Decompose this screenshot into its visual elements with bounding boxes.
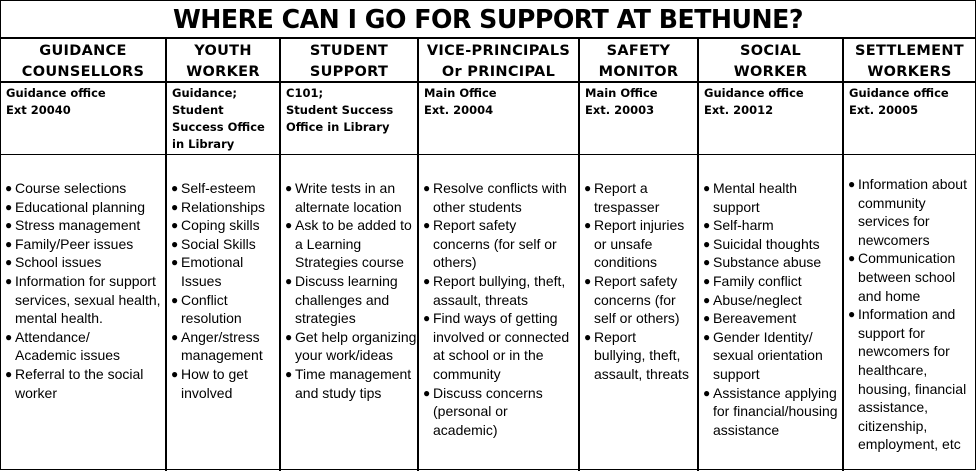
list-item xyxy=(419,309,578,383)
location-line: Main Office xyxy=(585,86,658,100)
list-item-text: Report safety xyxy=(594,272,678,289)
list-item xyxy=(699,309,842,328)
location-info xyxy=(580,83,697,155)
services-list-area xyxy=(580,179,697,471)
list-item xyxy=(699,235,842,254)
location-info xyxy=(419,83,578,155)
bullet-icon: ● xyxy=(848,177,856,191)
list-item-text: Information about xyxy=(858,176,967,192)
list-item-text: Get help organizing xyxy=(295,328,417,345)
column-safety-monitor xyxy=(580,39,699,471)
location-line: Ext. 20004 xyxy=(424,103,494,117)
list-item xyxy=(1,179,165,198)
bullet-icon: ● xyxy=(584,329,592,344)
list-item-text: services, sexual health, xyxy=(15,291,161,308)
column-header-line: YOUTH xyxy=(194,43,252,59)
list-item-text: Write tests in an xyxy=(295,180,396,196)
list-item-text: Educational planning xyxy=(15,198,145,215)
list-item-text: Emotional xyxy=(181,254,244,271)
list-item-text: Issues xyxy=(181,272,222,289)
column-header-line: COUNSELLORS xyxy=(21,64,145,80)
list-item xyxy=(1,235,165,254)
list-item-text: assistance, xyxy=(858,399,929,416)
bullet-icon: ● xyxy=(703,181,711,195)
bullet-icon: ● xyxy=(285,273,293,288)
column-header xyxy=(844,39,975,83)
bullet-icon: ● xyxy=(285,218,293,233)
list-item-text: Bereavement xyxy=(713,310,797,327)
location-line: Guidance office xyxy=(6,86,106,100)
list-item-text: assault, threats xyxy=(594,365,689,382)
list-item-text: support for xyxy=(858,324,925,341)
list-item-text: sexual orientation xyxy=(713,347,823,364)
column-header-line: STUDENT xyxy=(309,43,389,59)
list-item-text: community xyxy=(433,365,501,382)
list-item-text: Report xyxy=(594,328,637,345)
bullet-icon: ● xyxy=(584,181,592,195)
list-item-text: worker xyxy=(15,384,58,401)
column-header-line: MONITOR xyxy=(598,64,679,80)
list-item-text: Resolve conflicts with xyxy=(433,180,567,196)
list-item-text: for financial/housing xyxy=(713,403,838,420)
column-settlement-workers xyxy=(844,39,975,471)
bullet-icon: ● xyxy=(5,329,13,344)
list-item-text: Abuse/neglect xyxy=(713,291,802,308)
list-item-text: mental health. xyxy=(15,310,103,327)
list-item-text: Ask to be added to xyxy=(295,217,412,234)
list-item-text: support xyxy=(713,198,760,215)
bullet-icon: ● xyxy=(5,181,13,195)
list-item xyxy=(699,384,842,440)
services-list-area xyxy=(167,179,279,471)
column-header-line: GUIDANCE xyxy=(39,43,127,59)
list-item xyxy=(281,216,417,272)
list-item xyxy=(844,305,975,454)
list-item xyxy=(419,272,578,309)
list-item-text: Self-harm xyxy=(713,217,774,234)
column-header-line: WORKER xyxy=(733,64,808,80)
bullet-icon: ● xyxy=(5,218,13,233)
list-item-text: Substance abuse xyxy=(713,254,822,271)
location-line: Success Office xyxy=(172,120,265,134)
location-line: in Library xyxy=(172,137,235,151)
bullet-icon: ● xyxy=(285,181,293,195)
list-item-text: involved xyxy=(181,384,233,401)
list-item-text: Communication xyxy=(858,250,956,267)
list-item-text: your work/ideas xyxy=(295,347,394,364)
location-line: Office in Library xyxy=(286,120,390,134)
column-header-line: WORKER xyxy=(186,64,260,80)
column-header-line: WORKERS xyxy=(867,64,952,80)
location-info xyxy=(699,83,842,155)
list-item-text: and home xyxy=(858,287,921,304)
services-list-area xyxy=(419,179,578,471)
bullet-icon: ● xyxy=(703,236,711,251)
list-item-text: and study tips xyxy=(295,384,382,401)
list-item-text: between school xyxy=(858,268,956,285)
location-line: Ext 20040 xyxy=(6,103,71,117)
list-item-text: healthcare, xyxy=(858,361,928,378)
list-item-text: Referral to the social xyxy=(15,365,144,382)
list-item-text: Attendance/ xyxy=(15,328,90,345)
bullet-icon: ● xyxy=(423,311,431,326)
list-item-text: Strategies course xyxy=(295,254,404,271)
bullet-icon: ● xyxy=(584,273,592,288)
list-item-text: strategies xyxy=(295,310,356,327)
bullet-icon: ● xyxy=(584,218,592,233)
list-item xyxy=(167,179,279,198)
list-item-text: involved or connected xyxy=(433,328,570,345)
list-item-text: Discuss concerns xyxy=(433,384,543,401)
list-item xyxy=(1,253,165,272)
location-info xyxy=(1,83,165,155)
column-header-line: SOCIAL xyxy=(739,43,802,59)
list-item-text: Suicidal thoughts xyxy=(713,235,820,252)
bullet-icon: ● xyxy=(171,181,179,195)
location-line: Ext. 20003 xyxy=(585,103,655,117)
bullet-icon: ● xyxy=(848,307,856,322)
services-list xyxy=(580,179,697,384)
location-line: Guidance office xyxy=(849,86,949,100)
list-item-text: Assistance applying xyxy=(713,384,837,401)
list-item xyxy=(1,365,165,402)
list-item-text: Find ways of getting xyxy=(433,310,558,327)
list-item-text: (personal or xyxy=(433,403,508,420)
column-header xyxy=(580,39,697,83)
list-item-text: Coping skills xyxy=(181,217,260,234)
list-item-text: support xyxy=(713,365,760,382)
list-item-text: self or others) xyxy=(594,310,680,327)
list-item-text: Course selections xyxy=(15,180,127,196)
list-item-text: Family/Peer issues xyxy=(15,235,134,252)
list-item-text: housing, financial xyxy=(858,380,967,397)
bullet-icon: ● xyxy=(171,366,179,381)
bullet-icon: ● xyxy=(703,218,711,233)
column-header-line: SETTLEMENT xyxy=(855,43,964,59)
bullet-icon: ● xyxy=(5,366,13,381)
bullet-icon: ● xyxy=(171,218,179,233)
list-item-text: Report bullying, theft, xyxy=(433,272,566,289)
bullet-icon: ● xyxy=(423,273,431,288)
services-list xyxy=(281,179,417,402)
list-item-text: newcomers xyxy=(858,231,930,248)
list-item xyxy=(419,179,578,216)
list-item xyxy=(580,328,697,384)
bullet-icon: ● xyxy=(171,236,179,251)
bullet-icon: ● xyxy=(703,255,711,270)
location-info xyxy=(844,83,975,155)
column-vice-principals xyxy=(419,39,580,471)
list-item-text: at school or in the xyxy=(433,347,544,364)
list-item xyxy=(281,272,417,328)
list-item-text: challenges and xyxy=(295,291,390,308)
list-item xyxy=(167,365,279,402)
location-line: Student xyxy=(172,103,224,117)
list-item xyxy=(844,249,975,305)
location-line: Guidance office xyxy=(704,86,804,100)
list-item xyxy=(167,291,279,328)
list-item xyxy=(580,179,697,216)
list-item xyxy=(699,216,842,235)
location-line: C101; xyxy=(286,86,324,100)
services-list xyxy=(1,179,165,402)
list-item xyxy=(1,198,165,217)
bullet-icon: ● xyxy=(423,218,431,233)
bullet-icon: ● xyxy=(5,199,13,214)
location-line: Guidance; xyxy=(172,86,237,100)
list-item-text: other students xyxy=(433,198,522,215)
list-item-text: resolution xyxy=(181,310,242,327)
list-item xyxy=(1,216,165,235)
list-item-text: Mental health xyxy=(713,180,798,196)
list-item-text: Gender Identity/ xyxy=(713,328,813,345)
list-item xyxy=(699,253,842,272)
list-item-text: citizenship, xyxy=(858,417,928,434)
column-header xyxy=(1,39,165,83)
list-item-text: Self-esteem xyxy=(181,180,256,196)
list-item-text: bullying, theft, xyxy=(594,347,681,364)
column-header-line: VICE-PRINCIPALS xyxy=(426,43,571,59)
bullet-icon: ● xyxy=(703,385,711,400)
list-item-text: assault, threats xyxy=(433,291,528,308)
list-item-text: Information and xyxy=(858,306,956,323)
list-item xyxy=(699,272,842,291)
services-list xyxy=(699,179,842,439)
list-item xyxy=(419,216,578,272)
list-item-text: newcomers for xyxy=(858,343,950,360)
list-item-text: Stress management xyxy=(15,217,141,234)
bullet-icon: ● xyxy=(848,251,856,266)
list-item xyxy=(699,328,842,384)
bullet-icon: ● xyxy=(171,199,179,214)
column-header-line: SUPPORT xyxy=(309,64,389,80)
list-item xyxy=(167,253,279,290)
list-item-text: Report injuries xyxy=(594,217,685,234)
bullet-icon: ● xyxy=(703,329,711,344)
list-item-text: trespasser xyxy=(594,198,660,215)
bullet-icon: ● xyxy=(703,292,711,307)
location-line: Student Success xyxy=(286,103,394,117)
list-item xyxy=(580,216,697,272)
bullet-icon: ● xyxy=(5,255,13,270)
list-item-text: Conflict xyxy=(181,291,228,308)
list-item xyxy=(844,175,975,249)
list-item xyxy=(167,198,279,217)
bullet-icon: ● xyxy=(285,329,293,344)
list-item-text: Relationships xyxy=(181,198,266,215)
services-list-area xyxy=(1,179,165,471)
list-item-text: Social Skills xyxy=(181,235,256,252)
services-list-area xyxy=(844,175,975,471)
list-item-text: Anger/stress xyxy=(181,328,260,345)
column-header xyxy=(419,39,578,83)
bullet-icon: ● xyxy=(171,255,179,270)
location-line: Main Office xyxy=(424,86,497,100)
list-item-text: community xyxy=(858,194,926,211)
services-list xyxy=(844,175,975,454)
list-item-text: others) xyxy=(433,254,477,271)
poster-title: WHERE CAN I GO FOR SUPPORT AT BETHUNE? xyxy=(172,5,804,35)
list-item-text: concerns (for self or xyxy=(433,235,557,252)
list-item-text: Academic issues xyxy=(15,347,121,364)
location-info xyxy=(281,83,417,155)
list-item-text: Family conflict xyxy=(713,272,802,289)
list-item xyxy=(699,179,842,216)
list-item xyxy=(699,291,842,310)
bullet-icon: ● xyxy=(171,329,179,344)
list-item xyxy=(580,272,697,328)
services-list xyxy=(167,179,279,402)
list-item-text: How to get xyxy=(181,365,248,382)
location-line: Ext. 20005 xyxy=(849,103,919,117)
list-item xyxy=(167,328,279,365)
location-info xyxy=(167,83,279,155)
list-item xyxy=(167,235,279,254)
list-item-text: conditions xyxy=(594,254,658,271)
list-item-text: Discuss learning xyxy=(295,272,398,289)
list-item-text: employment, etc xyxy=(858,436,961,453)
location-line: Ext. 20012 xyxy=(704,103,774,117)
bullet-icon: ● xyxy=(5,236,13,251)
list-item-text: Report a xyxy=(594,180,648,196)
column-header xyxy=(167,39,279,83)
list-item xyxy=(281,365,417,402)
list-item-text: assistance xyxy=(713,421,780,438)
list-item xyxy=(167,216,279,235)
list-item-text: or unsafe xyxy=(594,235,653,252)
bullet-icon: ● xyxy=(423,181,431,195)
bullet-icon: ● xyxy=(703,273,711,288)
column-header xyxy=(699,39,842,83)
list-item-text: academic) xyxy=(433,421,498,438)
bullet-icon: ● xyxy=(5,273,13,288)
column-header-line: Or PRINCIPAL xyxy=(441,64,556,80)
list-item xyxy=(1,328,165,365)
bullet-icon: ● xyxy=(285,366,293,381)
bullet-icon: ● xyxy=(703,311,711,326)
column-guidance-counsellors xyxy=(1,39,167,471)
services-list-area xyxy=(281,179,417,471)
list-item-text: management xyxy=(181,347,263,364)
list-item xyxy=(281,179,417,216)
column-header xyxy=(281,39,417,83)
services-list-area xyxy=(699,179,842,471)
bullet-icon: ● xyxy=(423,385,431,400)
list-item xyxy=(281,328,417,365)
support-table xyxy=(1,37,975,471)
bullet-icon: ● xyxy=(171,292,179,307)
list-item-text: alternate location xyxy=(295,198,402,215)
column-student-support xyxy=(281,39,419,471)
list-item xyxy=(1,272,165,328)
column-youth-worker xyxy=(167,39,281,471)
column-header-line: SAFETY xyxy=(606,43,671,59)
list-item-text: Report safety xyxy=(433,217,517,234)
services-list xyxy=(419,179,578,439)
list-item-text: services for xyxy=(858,213,930,230)
column-social-worker xyxy=(699,39,844,471)
list-item-text: a Learning xyxy=(295,235,362,252)
list-item-text: Time management xyxy=(295,365,412,382)
list-item-text: Information for support xyxy=(15,272,156,289)
list-item-text: concerns (for xyxy=(594,291,676,308)
list-item-text: School issues xyxy=(15,254,102,271)
list-item xyxy=(419,384,578,440)
